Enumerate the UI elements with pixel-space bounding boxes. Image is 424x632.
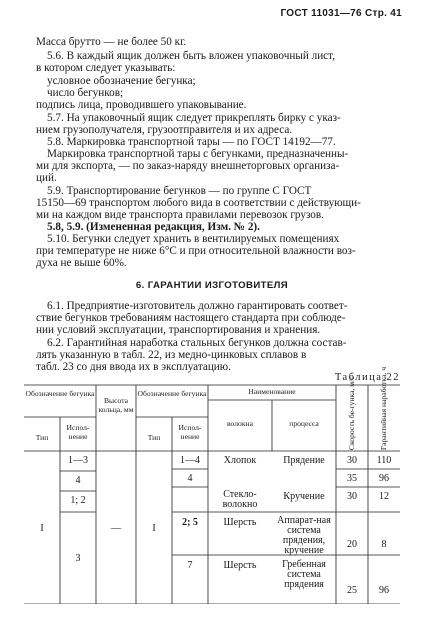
text-line: 5.8. Маркировка транспортной тары — по ГОСТ 14192—77. bbox=[47, 136, 336, 148]
text-line: ций. bbox=[36, 172, 57, 184]
text-line: 6.1. Предприятие-изготовитель должно гарантировать соответ- bbox=[47, 300, 348, 312]
table-cell-warranty: 96 bbox=[379, 473, 389, 484]
table-cell-speed: 35 bbox=[347, 473, 357, 484]
table-cell-fiber: Шерсть bbox=[223, 517, 257, 528]
table-head-designation: Обозначение бегунка bbox=[137, 389, 207, 398]
table-cell-version: 1—4 bbox=[180, 455, 200, 466]
text-line: духа не выше 60%. bbox=[36, 257, 127, 269]
table-head-type: Тип bbox=[147, 433, 161, 442]
text-line: 6.2. Гарантийная наработка стальных бегунков должна состав- bbox=[47, 337, 347, 349]
table-head-speed: Скорость бе-гунка, м/с bbox=[346, 376, 356, 451]
text-line: подпись лица, проводившего упаковывание. bbox=[36, 99, 247, 111]
table-cell-fiber: Стекло-волокно bbox=[222, 489, 258, 510]
table-cell-process: Гребенная система прядения bbox=[282, 559, 326, 590]
table-head-fiber: волокна bbox=[227, 419, 253, 428]
table-cell-process: Аппарат-ная система прядения, кручение bbox=[277, 515, 331, 556]
table-cell-version: 7 bbox=[187, 560, 193, 571]
text-line: 5.7. На упаковочный ящик следует прикреплять бирку с указ- bbox=[47, 112, 341, 124]
section-heading: 6. ГАРАНТИИ ИЗГОТОВИТЕЛЯ bbox=[135, 280, 289, 291]
table-head-designation: Обозначение бегунка bbox=[25, 389, 95, 398]
table-cell-type: I bbox=[40, 523, 44, 534]
table-cell-process: Кручение bbox=[283, 491, 325, 502]
table-cell-ring-height: — bbox=[111, 523, 121, 534]
page-header: ГОСТ 11031—76 Стр. 41 bbox=[280, 8, 402, 19]
table-head-process: процесса bbox=[289, 419, 319, 428]
table-cell-warranty: 8 bbox=[381, 539, 387, 550]
table-cell-speed: 25 bbox=[347, 585, 357, 596]
text-line: при температуре не ниже 6°С и при относительной влажности воз- bbox=[36, 245, 356, 257]
text-line: 5.10. Бегунки следует хранить в вентилируемых помещениях bbox=[47, 233, 340, 245]
table-head-name: Наименование bbox=[248, 387, 296, 396]
table-cell-speed: 30 bbox=[347, 455, 357, 466]
text-line: ствие бегунков требованиям настоящего стандарта при соблюде- bbox=[36, 312, 346, 324]
table-cell-warranty: 12 bbox=[379, 491, 389, 502]
table-cell-fiber: Хлопок bbox=[223, 455, 257, 466]
table-cell-fiber: Шерсть bbox=[223, 560, 257, 571]
text-line: ми на каждом виде транспорта правилами перевозок грузов. bbox=[36, 209, 324, 221]
text-line: 15150—69 транспортом любого вида в соответствии с действующи- bbox=[36, 197, 361, 209]
table-cell-speed: 20 bbox=[347, 539, 357, 550]
table-cell-version: 1—3 bbox=[68, 455, 88, 466]
table-head-version: Испол-нение bbox=[66, 423, 90, 441]
table-cell-version: 3 bbox=[75, 553, 81, 564]
text-line: лять указанную в табл. 22, из медно-цинковых сплавов в bbox=[36, 349, 307, 361]
table-cell-speed: 30 bbox=[347, 491, 357, 502]
table-cell-type: I bbox=[152, 523, 156, 534]
text-line: 5.9. Транспортирование бегунков — по группе С ГОСТ bbox=[47, 185, 312, 197]
table-head-type: Тип bbox=[35, 433, 49, 442]
text-line: число бегунков; bbox=[47, 87, 124, 99]
table-cell-warranty: 96 bbox=[379, 585, 389, 596]
table-cell-version: 4 bbox=[187, 473, 193, 484]
text-line: нием грузополучателя, грузоотправителя и их адреса. bbox=[36, 124, 293, 136]
table-head-version: Испол-нение bbox=[178, 423, 202, 441]
amendment-note: 5.8, 5.9. (Измененная редакция, Изм. № 2). bbox=[47, 221, 260, 233]
table-cell-process: Прядение bbox=[283, 455, 325, 466]
table-cell-version: 4 bbox=[75, 475, 81, 486]
text-line: Маркировка транспортной тары с бегунками, предназначенны- bbox=[47, 148, 349, 160]
table-head-ring-height: Высота кольца, мм bbox=[98, 396, 134, 414]
table-cell-warranty: 110 bbox=[376, 455, 392, 466]
table-cell-version: 2; 5 bbox=[182, 517, 198, 528]
table-cell-version: 1; 2 bbox=[70, 495, 86, 506]
text-line: табл. 23 со дня ввода их в эксплуатацию. bbox=[36, 361, 231, 373]
text-line: условное обозначение бегунка; bbox=[47, 75, 196, 87]
text-line: ми для экспорта, — по заказ-наряду внешнеторговых организа- bbox=[36, 160, 340, 172]
text-line: нии условий эксплуатации, транспортирования и хранения. bbox=[36, 324, 321, 336]
table-head-warranty: Гарантийная наработка, ч bbox=[378, 366, 388, 451]
text-line: в котором следует указывать: bbox=[36, 62, 176, 74]
table-caption: Таблица 22 bbox=[334, 372, 400, 383]
text-line: 5.6. В каждый ящик должен быть вложен упаковочный лист, bbox=[47, 50, 335, 62]
text-line: Масса брутто — не более 50 кг. bbox=[36, 36, 187, 48]
